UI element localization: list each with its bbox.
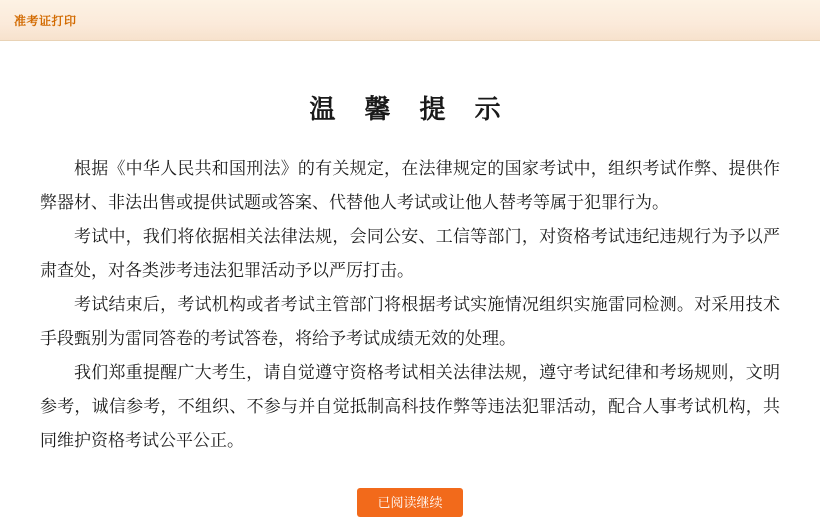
notice-content — [0, 89, 820, 517]
page-title: 准考证打印 — [14, 13, 77, 28]
action-row — [22, 488, 798, 517]
continue-button[interactable]: 已阅读继续 — [357, 488, 462, 517]
notice-body — [22, 152, 798, 458]
notice-paragraph: 考试中，我们将依据相关法律法规，会同公安、工信等部门，对资格考试违纪违规行为予以严肃查处，对各类涉考违法犯罪活动予以严厉打击。 — [40, 227, 780, 281]
notice-heading: 温 馨 提 示 — [309, 95, 511, 125]
notice-paragraph: 考试结束后，考试机构或者考试主管部门将根据考试实施情况组织实施雷同检测。对采用技术手段甄别为雷同答卷的考试答卷，将给予考试成绩无效的处理。 — [40, 295, 780, 349]
notice-paragraph: 根据《中华人民共和国刑法》的有关规定，在法律规定的国家考试中，组织考试作弊、提供作弊器材、非法出售或提供试题或答案、代替他人考试或让他人替考等属于犯罪行为。 — [40, 159, 780, 213]
header-bar — [0, 0, 820, 41]
notice-paragraph: 我们郑重提醒广大考生，请自觉遵守资格考试相关法律法规，遵守考试纪律和考场规则，文明参考，诚信参考，不组织、不参与并自觉抵制高科技作弊等违法犯罪活动，配合人事考试机构，共同维护资格考试公平公正。 — [40, 363, 780, 451]
